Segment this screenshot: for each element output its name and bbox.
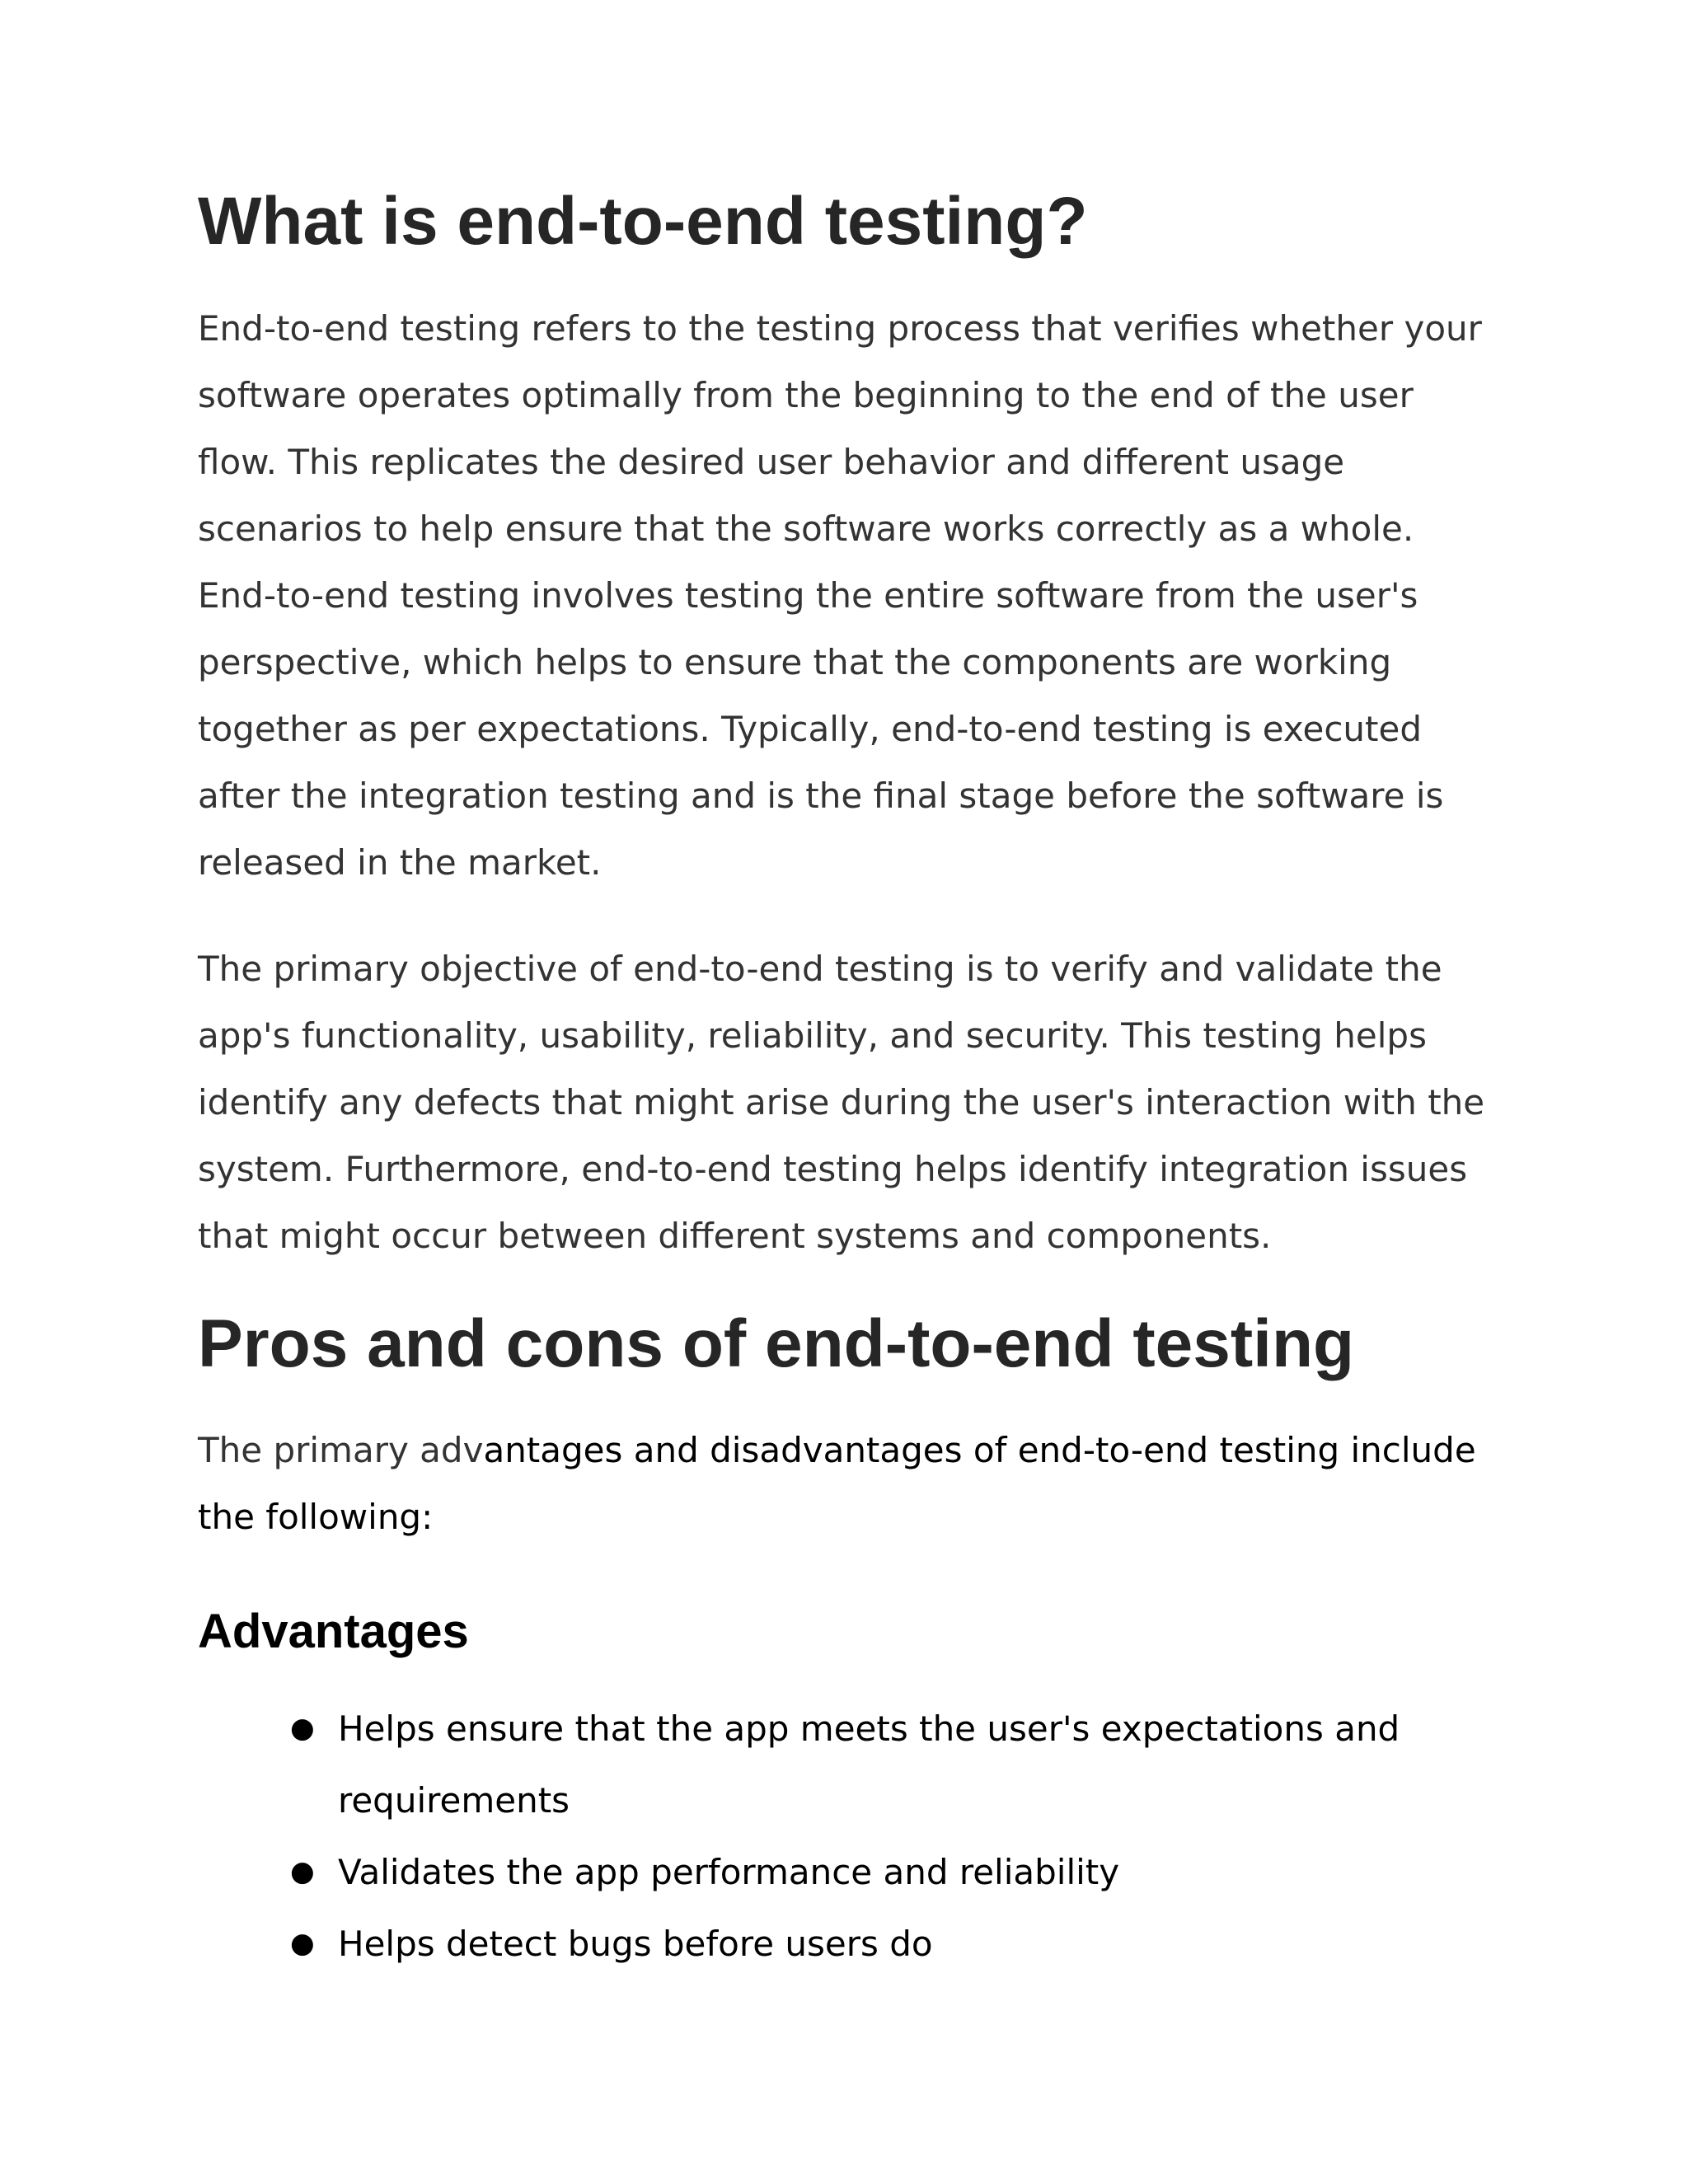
paragraph-definition: End-to-end testing refers to the testing process that verifies whether your software operates optimally from the beginning to the end of the user flow. This replicates the desired user behavior and different usage scenarios to help ensure that the software works correctly as a whole. End-to-end testing involves testing the entire software from the user's perspective, which helps to ensure that the components are working together as per expectations. Typically, end-to-end testing is executed after the integration testing and is the final stage before the software is released in the market. bbox=[198, 308, 1482, 883]
paragraph-pros-cons-intro bbox=[198, 1417, 1490, 1550]
list-item bbox=[290, 1693, 1490, 1836]
paragraph-objective: The primary objective of end-to-end testing is to verify and validate the app's functionality, usability, reliability, and security. This testing helps identify any defects that might arise during the user's interaction with the system. Furthermore, end-to-end testing helps identify integration issues that might occur between different systems and components. bbox=[198, 949, 1485, 1257]
bullet-icon: ● bbox=[290, 1855, 315, 1889]
intro-text-part1: The primary adv bbox=[198, 1429, 484, 1470]
intro-text-part2: antages and disadvantages of end-to-end testing include the following: bbox=[198, 1429, 1476, 1537]
bullet-icon: ● bbox=[290, 1927, 315, 1961]
bullet-icon: ● bbox=[290, 1712, 315, 1746]
advantages-list bbox=[198, 1693, 1490, 1980]
list-item-text: Validates the app performance and reliability bbox=[338, 1852, 1120, 1893]
heading-pros-cons: Pros and cons of end-to-end testing bbox=[198, 1306, 1355, 1382]
heading-advantages: Advantages bbox=[198, 1604, 469, 1658]
list-item-text: Helps ensure that the app meets the user's expectations and requirements bbox=[338, 1708, 1400, 1821]
list-item bbox=[290, 1836, 1490, 1908]
heading-what-is-e2e: What is end-to-end testing? bbox=[198, 184, 1088, 259]
list-item-text: Helps detect bugs before users do bbox=[338, 1924, 933, 1965]
list-item bbox=[290, 1908, 1490, 1980]
